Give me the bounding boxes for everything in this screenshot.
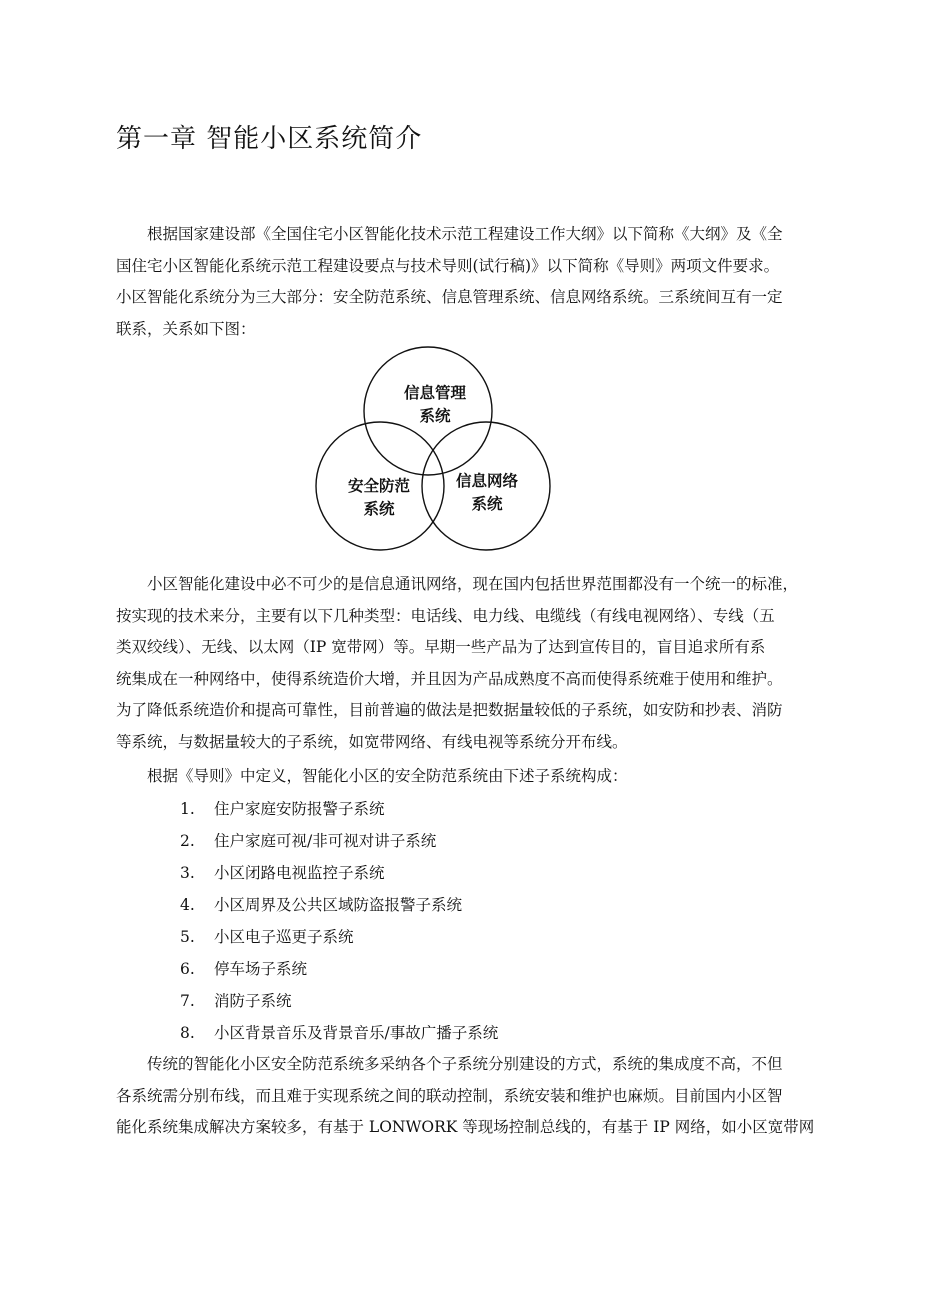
intro-line: 国住宅小区智能化系统示范工程建设要点与技术导则(试行稿)》以下简称《导则》两项文件要求。 xyxy=(116,256,780,275)
list-item xyxy=(180,985,498,1017)
venn-label-left-1: 安全防范 xyxy=(347,477,411,495)
list-text: 住户家庭可视/非可视对讲子系统 xyxy=(214,832,437,850)
chapter-title: 第一章 智能小区系统简介 xyxy=(116,124,423,154)
network-line: 类双绞线）、无线、以太网（IP 宽带网）等。早期一些产品为了达到宣传目的，盲目追求所有系 xyxy=(116,638,766,656)
list-text: 小区周界及公共区域防盗报警子系统 xyxy=(214,896,463,914)
list-number: 2. xyxy=(180,832,195,850)
list-text: 停车场子系统 xyxy=(214,960,308,978)
venn-label-right-2: 系统 xyxy=(471,495,503,513)
closing-line: 传统的智能化小区安全防范系统多采纳各个子系统分别建设的方式，系统的集成度不高，不但 xyxy=(147,1055,783,1073)
list-text: 小区电子巡更子系统 xyxy=(214,928,354,946)
closing-line: 各系统需分别布线，而且难于实现系统之间的联动控制，系统安装和维护也麻烦。目前国内小区智 xyxy=(116,1086,783,1105)
list-item xyxy=(180,953,498,985)
list-number: 5. xyxy=(180,928,195,946)
list-item xyxy=(180,1017,498,1049)
network-paragraph xyxy=(116,569,838,758)
venn-label-right-1: 信息网络 xyxy=(455,472,519,490)
list-text: 小区闭路电视监控子系统 xyxy=(214,864,385,882)
intro-line: 联系，关系如下图： xyxy=(116,319,256,338)
list-text: 住户家庭安防报警子系统 xyxy=(214,800,385,818)
network-line: 小区智能化建设中必不可少的是信息通讯网络，现在国内包括世界范围都没有一个统一的标准， xyxy=(147,575,799,593)
list-item xyxy=(180,921,498,953)
closing-paragraph xyxy=(116,1049,838,1144)
venn-diagram xyxy=(300,345,570,560)
list-text: 消防子系统 xyxy=(214,992,292,1010)
list-item xyxy=(180,793,498,825)
intro-line: 小区智能化系统分为三大部分：安全防范系统、信息管理系统、信息网络系统。三系统间互有一定 xyxy=(116,288,783,306)
intro-paragraph xyxy=(116,219,838,345)
list-number: 7. xyxy=(180,992,195,1010)
list-number: 6. xyxy=(180,960,195,978)
network-line: 等系统，与数据量较大的子系统，如宽带网络、有线电视等系统分开布线。 xyxy=(116,732,628,751)
list-item xyxy=(180,825,498,857)
list-item xyxy=(180,857,498,889)
list-number: 8. xyxy=(180,1024,195,1042)
list-text: 小区背景音乐及背景音乐/事故广播子系统 xyxy=(214,1024,499,1042)
venn-label-top-1: 信息管理 xyxy=(403,384,467,402)
venn-label-top-2: 系统 xyxy=(419,407,451,425)
intro-line: 根据国家建设部《全国住宅小区智能化技术示范工程建设工作大纲》以下简称《大纲》及《全 xyxy=(147,225,783,243)
network-line: 按实现的技术来分，主要有以下几种类型：电话线、电力线、电缆线（有线电视网络）、专线（五 xyxy=(116,606,775,625)
venn-label-left-2: 系统 xyxy=(363,500,395,518)
network-line: 为了降低系统造价和提高可靠性，目前普遍的做法是把数据量较低的子系统，如安防和抄表、消防 xyxy=(116,701,783,719)
list-item xyxy=(180,889,498,921)
network-line: 统集成在一种网络中，使得系统造价大增，并且因为产品成熟度不高而使得系统难于使用和维护。 xyxy=(116,669,783,688)
list-number: 4. xyxy=(180,896,195,914)
list-number: 3. xyxy=(180,864,195,882)
list-number: 1. xyxy=(180,800,195,818)
closing-line: 能化系统集成解决方案较多，有基于 LONWORK 等现场控制总线的，有基于 IP 网络，如小区宽带网 xyxy=(116,1118,815,1136)
subsystem-intro: 根据《导则》中定义，智能化小区的安全防范系统由下述子系统构成： xyxy=(147,767,628,785)
subsystem-list xyxy=(180,793,498,1049)
